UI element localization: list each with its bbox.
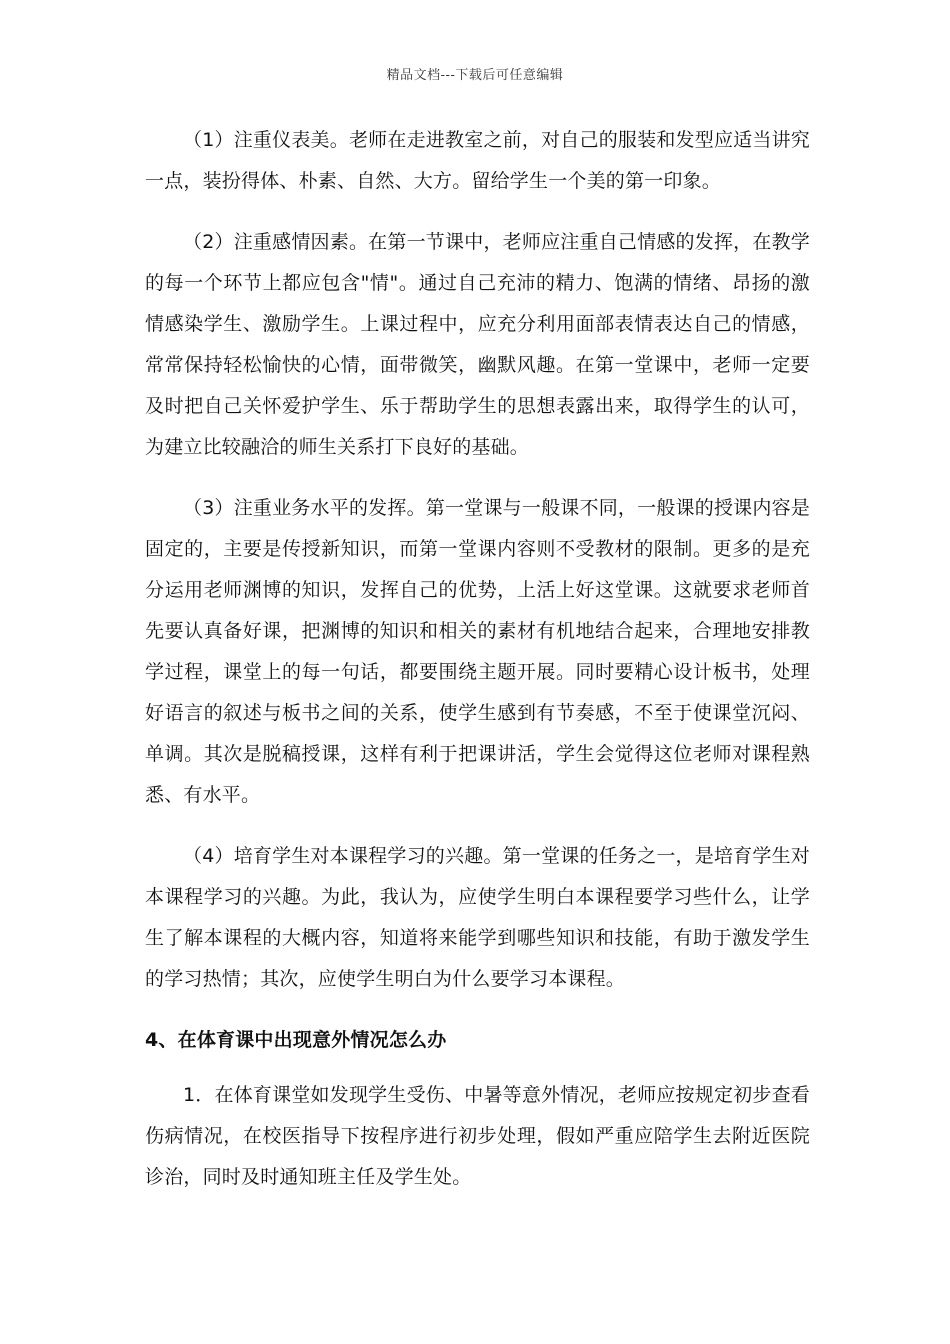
page-header: 精品文档---下载后可任意编辑	[386, 68, 564, 83]
document-body	[145, 120, 810, 1218]
paragraph-emotion: （2）注重感情因素。在第一节课中，老师应注重自己情感的发挥，在教学的每一个环节上都应包含"情"。通过自己充沛的精力、饱满的情绪、昂扬的激情感染学生、激励学生。上课过程中，应充分利用面部表情表达自己的情感，常常保持轻松愉快的心情，面带微笑，幽默风趣。在第一堂课中，老师一定要及时把自己关怀爱护学生、乐于帮助学生的思想表露出来，取得学生的认可，为建立比较融洽的师生关系打下良好的基础。	[145, 231, 810, 458]
section-paragraph: 1．在体育课堂如发现学生受伤、中暑等意外情况，老师应按规定初步查看伤病情况，在校医指导下按程序进行初步处理，假如严重应陪学生去附近医院诊治，同时及时通知班主任及学生处。	[145, 1084, 810, 1188]
paragraph-professional-level: （3）注重业务水平的发挥。第一堂课与一般课不同，一般课的授课内容是固定的，主要是传授新知识，而第一堂课内容则不受教材的限制。更多的是充分运用老师渊博的知识，发挥自己的优势，上活上好这堂课。这就要求老师首先要认真备好课，把渊博的知识和相关的素材有机地结合起来，合理地安排教学过程，课堂上的每一句话，都要围绕主题开展。同时要精心设计板书，处理好语言的叙述与板书之间的关系，使学生感到有节奏感，不至于使课堂沉闷、单调。其次是脱稿授课，这样有利于把课讲活，学生会觉得这位老师对课程熟悉、有水平。	[145, 497, 810, 806]
paragraph-interest: （4）培育学生对本课程学习的兴趣。第一堂课的任务之一，是培育学生对本课程学习的兴趣。为此，我认为，应使学生明白本课程要学习些什么，让学生了解本课程的大概内容，知道将来能学到哪些知识和技能，有助于激发学生的学习热情；其次，应使学生明白为什么要学习本课程。	[145, 845, 810, 990]
paragraph-appearance: （1）注重仪表美。老师在走进教室之前，对自己的服装和发型应适当讲究一点，装扮得体、朴素、自然、大方。留给学生一个美的第一印象。	[145, 129, 810, 192]
section-heading: 4、在体育课中出现意外情况怎么办	[145, 1029, 447, 1051]
